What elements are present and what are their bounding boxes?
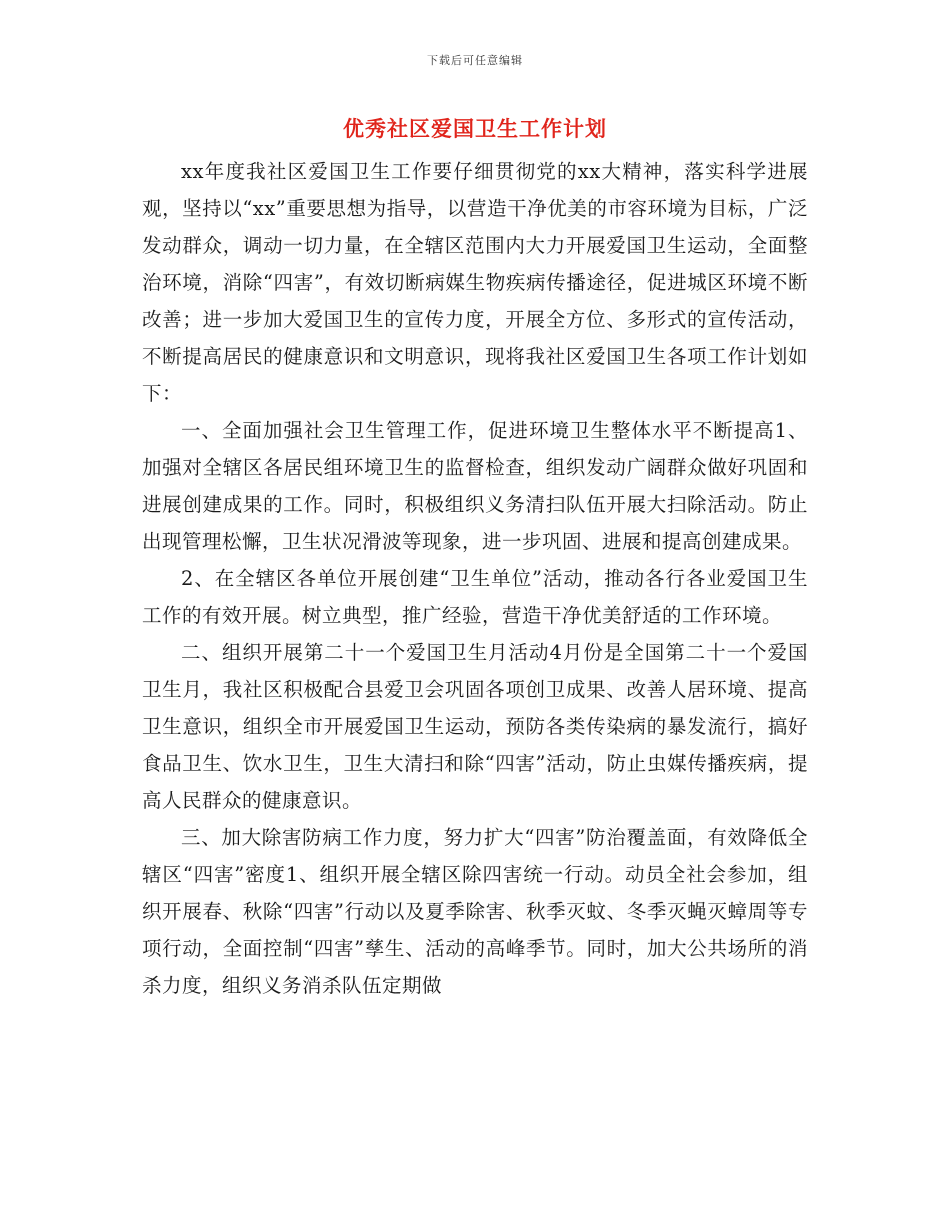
- paragraph-intro: xx年度我社区爱国卫生工作要仔细贯彻党的xx大精神，落实科学进展观，坚持以“xx”重要思想为指导，以营造干净优美的市容环境为目标，广泛发动群众，调动一切力量，在全辖区范围内大力开展爱国卫生运动，全面整治环境，消除“四害”，有效切断病媒生物疾病传播途径，促进城区环境不断改善；进一步加大爱国卫生的宣传力度，开展全方位、多形式的宣传活动，不断提高居民的健康意识和文明意识，现将我社区爱国卫生各项工作计划如下：: [142, 160, 808, 405]
- paragraph-section-3: 三、加大除害防病工作力度，努力扩大“四害”防治覆盖面，有效降低全辖区“四害”密度1、组织开展全辖区除四害统一行动。动员全社会参加，组织开展春、秋除“四害”行动以及夏季除害、秋季灭蚊、冬季灭蝇灭蟑周等专项行动，全面控制“四害”孳生、活动的高峰季节。同时，加大公共场所的消杀力度，组织义务消杀队伍定期做: [142, 826, 808, 997]
- paragraph-section-1-item-2: 2、在全辖区各单位开展创建“卫生单位”活动，推动各行各业爱国卫生工作的有效开展。树立典型，推广经验，营造干净优美舒适的工作环境。: [142, 567, 808, 627]
- document-title: 优秀社区爱国卫生工作计划: [343, 116, 607, 141]
- document-body: [142, 153, 808, 1004]
- header-note: 下载后可任意编辑: [427, 54, 523, 67]
- paragraph-section-1: 一、全面加强社会卫生管理工作，促进环境卫生整体水平不断提高1、加强对全辖区各居民组环境卫生的监督检查，组织发动广阔群众做好巩固和进展创建成果的工作。同时，积极组织义务清扫队伍开展大扫除活动。防止出现管理松懈，卫生状况滑波等现象，进一步巩固、进展和提高创建成果。: [142, 419, 808, 553]
- paragraph-section-2: 二、组织开展第二十一个爱国卫生月活动4月份是全国第二十一个爱国卫生月，我社区积极配合县爱卫会巩固各项创卫成果、改善人居环境、提高卫生意识，组织全市开展爱国卫生运动，预防各类传染病的暴发流行，搞好食品卫生、饮水卫生，卫生大清扫和除“四害”活动，防止虫媒传播疾病，提高人民群众的健康意识。: [142, 641, 808, 812]
